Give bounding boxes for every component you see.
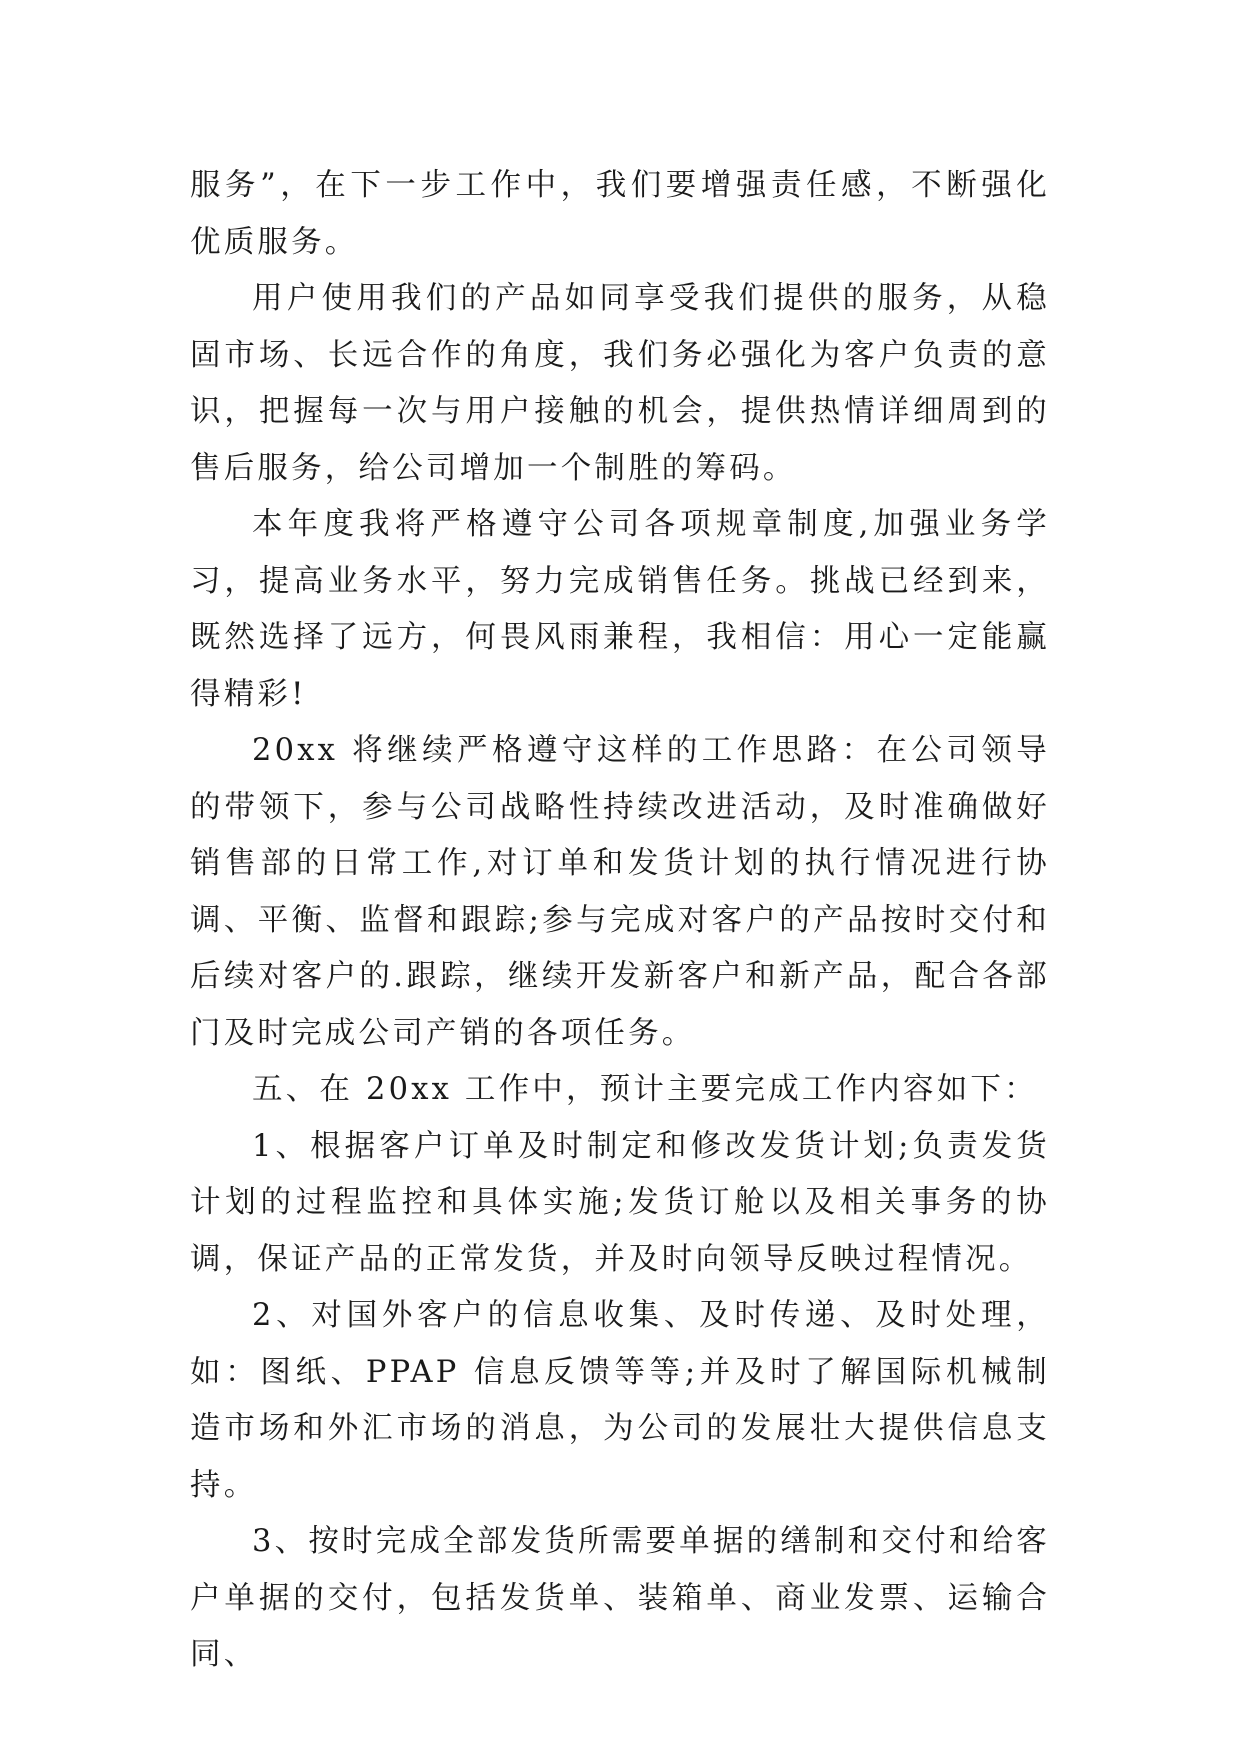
list-item-3: 3、按时完成全部发货所需要单据的缮制和交付和给客户单据的交付，包括发货单、装箱单、商业发票、运输合同、 bbox=[190, 1524, 1050, 1672]
section-heading-five: 五、在 20xx 工作中，预计主要完成工作内容如下： bbox=[252, 1072, 1038, 1107]
document-body bbox=[190, 158, 1050, 1684]
paragraph-4: 20xx 将继续严格遵守这样的工作思路：在公司领导的带领下，参与公司战略性持续改进活动，及时准确做好销售部的日常工作,对订单和发货计划的执行情况进行协调、平衡、监督和跟踪;参与完成对客户的产品按时交付和后续对客户的.跟踪，继续开发新客户和新产品，配合各部门及时完成公司产销的各项任务。 bbox=[190, 733, 1050, 1051]
list-item-2: 2、对国外客户的信息收集、及时传递、及时处理，如：图纸、PPAP 信息反馈等等;并及时了解国际机械制造市场和外汇市场的消息，为公司的发展壮大提供信息支持。 bbox=[190, 1298, 1050, 1503]
paragraph-2: 用户使用我们的产品如同享受我们提供的服务，从稳固市场、长远合作的角度，我们务必强化为客户负责的意识，把握每一次与用户接触的机会，提供热情详细周到的售后服务，给公司增加一个制胜的筹码。 bbox=[190, 281, 1050, 486]
list-item-1: 1、根据客户订单及时制定和修改发货计划;负责发货计划的过程监控和具体实施;发货订舱以及相关事务的协调，保证产品的正常发货，并及时向领导反映过程情况。 bbox=[190, 1128, 1050, 1277]
paragraph-1: 服务”，在下一步工作中，我们要增强责任感，不断强化优质服务。 bbox=[190, 168, 1050, 260]
paragraph-3: 本年度我将严格遵守公司各项规章制度,加强业务学习，提高业务水平，努力完成销售任务。挑战已经到来，既然选择了远方，何畏风雨兼程，我相信：用心一定能赢得精彩! bbox=[190, 507, 1050, 712]
